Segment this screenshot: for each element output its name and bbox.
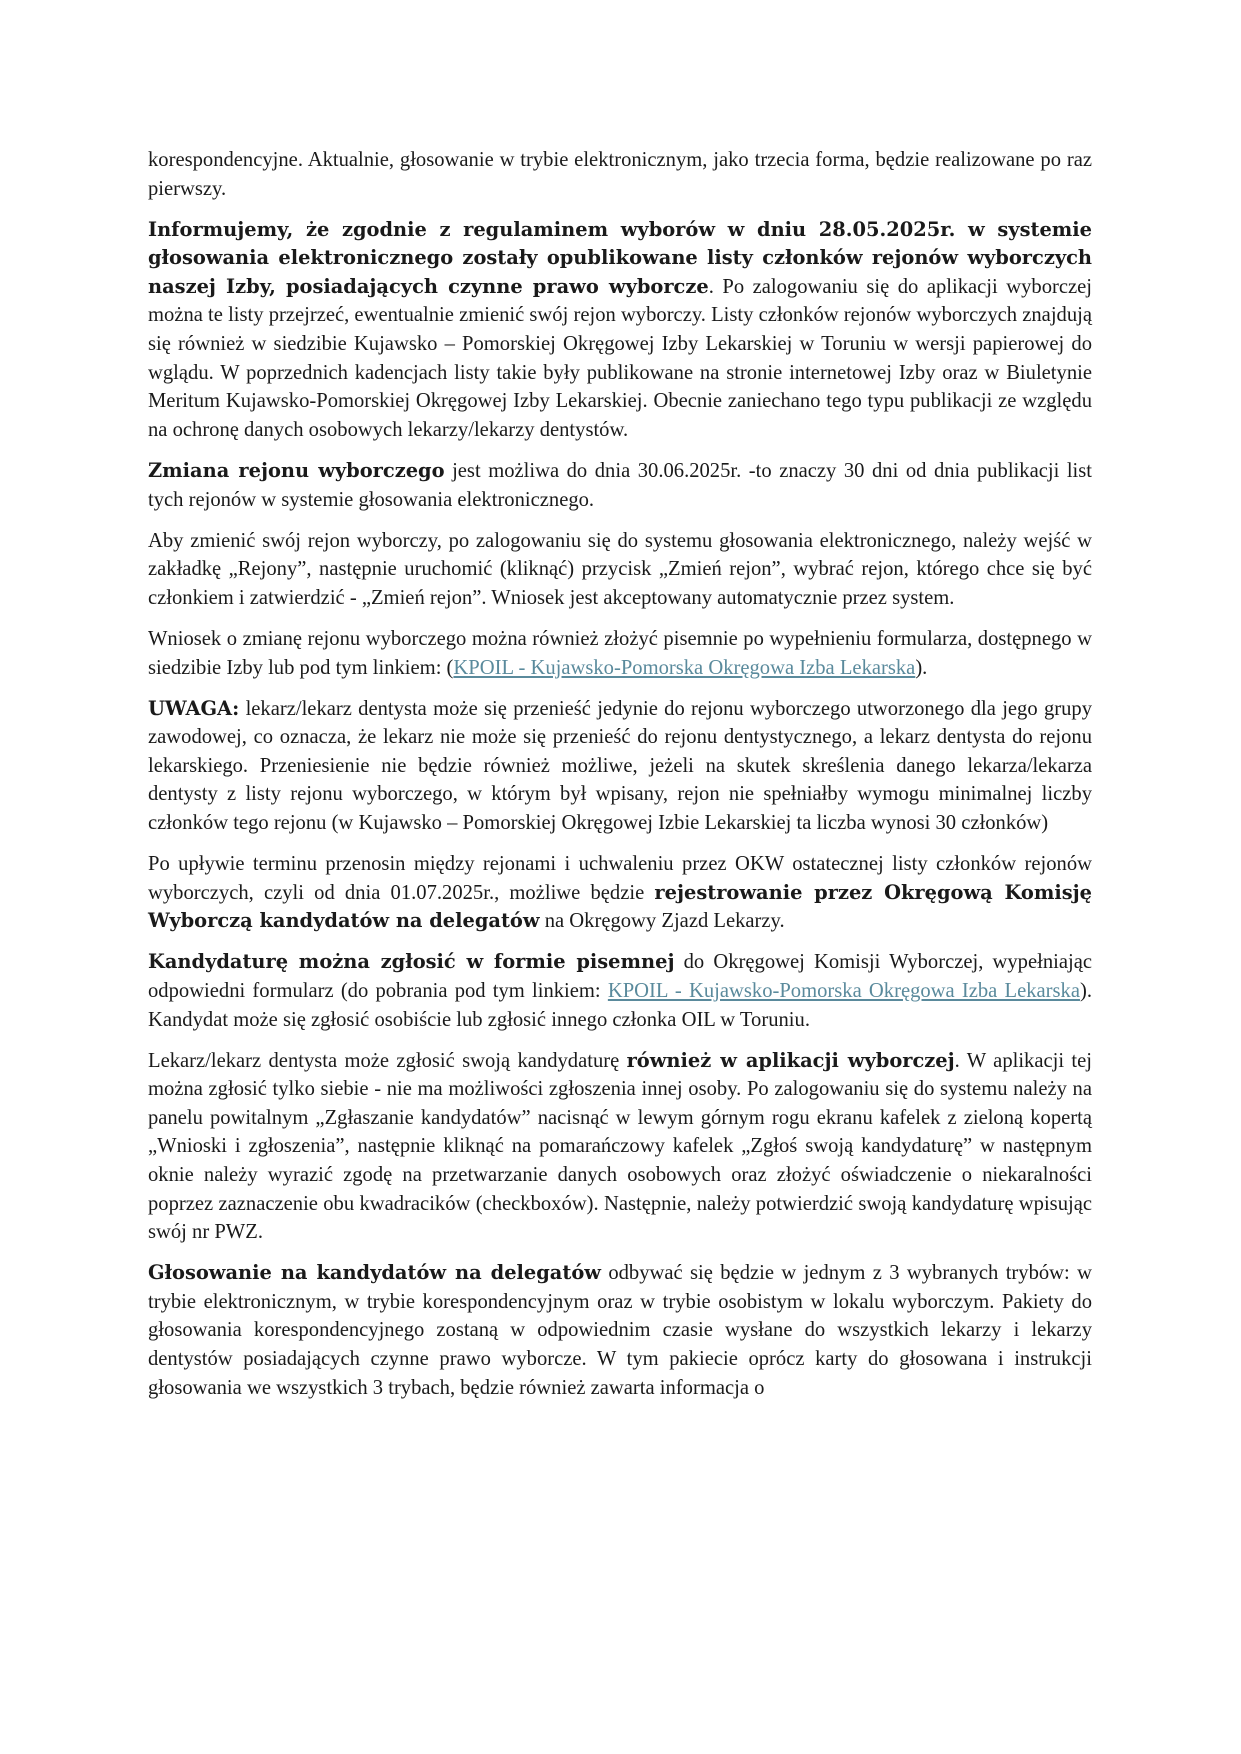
paragraph-text: korespondencyjne. Aktualnie, głosowanie w trybie elektronicznym, jako trzecia forma, będzie realizowane po raz pierwszy. (148, 149, 1092, 200)
bold-text: rejestrowanie przez Okręgową Komisję Wyborczą kandydatów na delegatów (148, 880, 1093, 933)
paragraph-text: Aby zmienić swój rejon wyborczy, po zalogowaniu się do systemu głosowania elektronicznego, należy wejść w zakładkę „Rejony”, następnie uruchomić (kliknąć) przycisk „Zmień rejon”, wybrać rejon, którego chce się być członkiem i zatwierdzić - „Zmień rejon”. Wniosek jest akceptowany automatycznie przez system. (148, 529, 1092, 609)
paragraph-region-change-instructions (148, 527, 1092, 613)
bold-text: również w aplikacji wyborczej (626, 1048, 955, 1072)
kpoil-link[interactable]: KPOIL - Kujawsko-Pomorska Okręgowa Izba Lekarska (453, 656, 916, 679)
paragraph-warning (148, 695, 1092, 838)
warning-label: UWAGA: (148, 696, 240, 720)
paragraph-text: . W aplikacji tej można zgłosić tylko siebie - nie ma możliwości zgłoszenia innej osoby. Po zalogowaniu się do systemu należy na panelu powitalnym „Zgłaszanie kandydatów” nacisnąć w lewym górnym rogu ekranu kafelek z zieloną kopertą „Wnioski i zgłoszenia”, następnie kliknąć na pomarańczowy kafelek „Zgłoś swoją kandydaturę” w następnym oknie należy wyrazić zgodę na przetwarzanie danych osobowych oraz złożyć oświadczenie o niekaralności poprzez zaznaczenie obu kwadracików (checkboxów). Następnie, należy potwierdzić swoją kandydaturę wpisując swój nr PWZ. (148, 1049, 1092, 1244)
paragraph-text: do Okręgowej Komisji Wyborczej, wypełniając odpowiedni formularz (do pobrania pod tym linkiem: (148, 951, 1092, 1002)
paragraph-written-candidacy (148, 948, 1092, 1034)
paragraph-text: Wniosek o zmianę rejonu wyborczego można również złożyć pisemnie po wypełnieniu formularza, dostępnego w siedzibie Izby lub pod tym linkiem: ( (148, 627, 1092, 679)
paragraph-text: ). Kandydat może się zgłosić osobiście lub zgłosić innego członka OIL w Toruniu. (148, 979, 1092, 1031)
paragraph-app-candidacy (148, 1047, 1092, 1247)
paragraph-text: lekarz/lekarz dentysta może się przenieść jedynie do rejonu wyborczego utworzonego dla jego grupy zawodowej, co oznacza, że lekarz nie może się przenieść do rejonu dentystycznego, a lekarz dentysta do rejonu lekarskiego. Przeniesienie nie będzie również możliwe, jeżeli na skutek skreślenia danego lekarza/lekarza dentysty z listy rejonu wyborczego, w którym był wpisany, rejon nie spełniałby wymogu minimalnej liczby członków tego rejonu (w Kujawsko – Pomorskiej Okręgowej Izbie Lekarskiej ta liczba wynosi 30 członków) (148, 697, 1092, 834)
paragraph-text: Po upływie terminu przenosin między rejonami i uchwaleniu przez OKW ostatecznej listy członków rejonów wyborczych, czyli od dnia 01.07.2025r., możliwe będzie (148, 853, 1092, 904)
paragraph-written-request (148, 625, 1092, 682)
paragraph-region-change-deadline (148, 457, 1092, 514)
paragraph-voter-lists (148, 216, 1092, 445)
paragraph-text: odbywać się będzie w jednym z 3 wybranych trybów: w trybie elektronicznym, w trybie korespondencyjnym oraz w trybie osobistym w lokalu wyborczym. Pakiety do głosowania korespondencyjnego zostaną w odpowiednim czasie wysłane do wszystkich lekarzy i lekarzy dentystów posiadających czynne prawo wyborcze. W tym pakiecie oprócz karty do głosowana i instrukcji głosowania we wszystkich 3 trybach, będzie również zawarta informacja o (148, 1262, 1093, 1399)
paragraph-text: . Po zalogowaniu się do aplikacji wyborczej można te listy przejrzeć, ewentualnie zmienić swój rejon wyborczy. Listy członków rejonów wyborczych znajdują się również w siedzibie Kujawsko – Pomorskiej Okręgowej Izby Lekarskiej w Toruniu w wersji papierowej do wglądu. W poprzednich kadencjach listy takie były publikowane na stronie internetowej Izby oraz w Biuletynie Meritum Kujawsko-Pomorskiej Okręgowej Izby Lekarskiej. Obecnie zaniechano tego typu publikacji ze względu na ochronę danych osobowych lekarzy/lekarzy dentystów. (148, 275, 1093, 441)
bold-heading: Zmiana rejonu wyborczego (148, 458, 445, 482)
paragraph-text: Lekarz/lekarz dentysta może zgłosić swoją kandydaturę (148, 1049, 627, 1072)
bold-announcement: Informujemy, że zgodnie z regulaminem wyborów w dniu 28.05.2025r. w systemie głosowania elektronicznego zostały opublikowane listy członków rejonów wyborczych naszej Izby, posiadających czynne prawo wyborcze (148, 217, 1092, 298)
kpoil-link[interactable]: KPOIL - Kujawsko-Pomorska Okręgowa Izba Lekarska (607, 979, 1080, 1002)
paragraph-text: na Okręgowy Zjazd Lekarzy. (539, 910, 785, 933)
paragraph-candidate-registration (148, 850, 1092, 936)
paragraph-intro-continuation (148, 146, 1092, 203)
bold-heading: Kandydaturę można zgłosić w formie pisemnej (148, 950, 675, 974)
bold-heading: Głosowanie na kandydatów na delegatów (148, 1261, 601, 1285)
paragraph-text: jest możliwa do dnia 30.06.2025r. -to znaczy 30 dni od dnia publikacji list tych rejonów w systemie głosowania elektronicznego. (148, 459, 1093, 511)
paragraph-text: ). (915, 656, 928, 679)
paragraph-voting-modes (148, 1259, 1092, 1402)
document-page (148, 146, 1092, 1415)
